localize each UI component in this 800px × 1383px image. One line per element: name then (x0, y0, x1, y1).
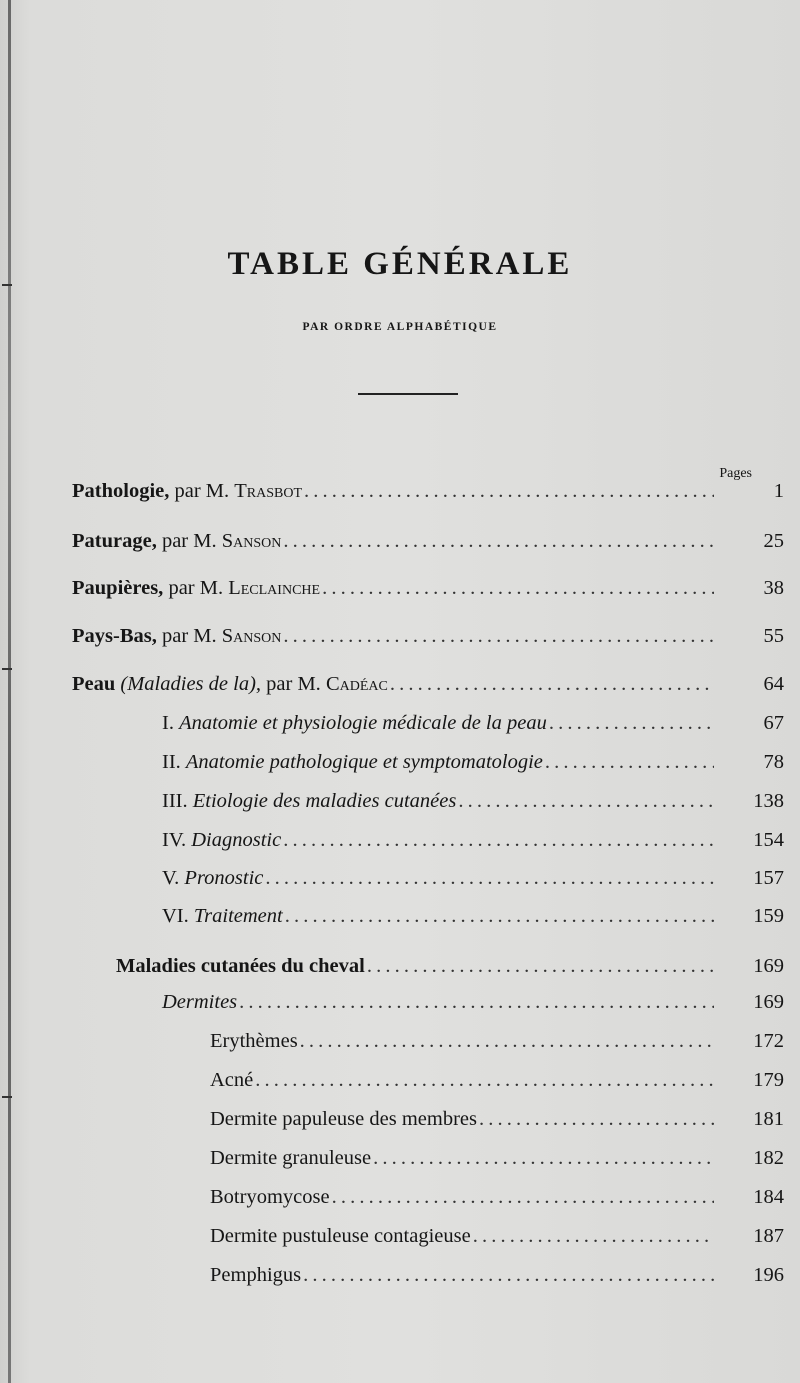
subsection-page: 169 (753, 991, 784, 1013)
leader-dots (322, 577, 714, 600)
item-label: Dermite papuleuse des membres (210, 1108, 477, 1130)
section-label: Maladies cutanées du cheval (116, 955, 365, 977)
leader-dots (367, 955, 714, 978)
toc-entry (0, 480, 800, 514)
leader-dots (304, 480, 714, 503)
entry-label: Pathologie, par M. Trasbot (72, 480, 303, 502)
leader-dots (255, 1069, 714, 1092)
entry-page: 64 (763, 673, 784, 695)
toc-chapter (0, 905, 800, 939)
leader-dots (390, 673, 714, 696)
entry-label: Paturage, par M. Sanson (72, 530, 282, 552)
leader-dots (545, 751, 714, 774)
leader-dots (283, 530, 714, 553)
leader-dots (265, 867, 714, 890)
toc-subsection (0, 991, 800, 1025)
toc-entry (0, 625, 800, 659)
toc-item (0, 1225, 800, 1259)
toc-item (0, 1108, 800, 1142)
leader-dots (332, 1186, 714, 1209)
chapter-label: V. Pronostic (162, 867, 264, 889)
toc-section (0, 955, 800, 989)
item-page: 184 (753, 1186, 784, 1208)
item-page: 181 (753, 1108, 784, 1130)
subsection-label: Dermites (162, 991, 238, 1013)
item-page: 187 (753, 1225, 784, 1247)
chapter-label: VI. Traitement (162, 905, 283, 927)
item-label: Acné (210, 1069, 254, 1091)
chapter-page: 157 (753, 867, 784, 889)
leader-dots (303, 1264, 714, 1287)
leader-dots (549, 712, 714, 735)
chapter-page: 159 (753, 905, 784, 927)
entry-page: 38 (763, 577, 784, 599)
toc-item (0, 1030, 800, 1064)
leader-dots (458, 790, 714, 813)
entry-label: Pays-Bas, par M. Sanson (72, 625, 282, 647)
entry-label: Paupières, par M. Leclainche (72, 577, 321, 599)
chapter-page: 138 (753, 790, 784, 812)
item-label: Dermite granuleuse (210, 1147, 372, 1169)
chapter-page: 78 (763, 751, 784, 773)
chapter-label: III. Etiologie des maladies cutanées (162, 790, 457, 812)
leader-dots (479, 1108, 714, 1131)
entry-label: Peau (Maladies de la), par M. Cadéac (72, 673, 388, 695)
margin-mark (2, 284, 12, 286)
chapter-label: IV. Diagnostic (162, 829, 282, 851)
toc-chapter (0, 712, 800, 746)
leader-dots (473, 1225, 714, 1248)
toc-chapter (0, 751, 800, 785)
item-page: 172 (753, 1030, 784, 1052)
leader-dots (283, 829, 714, 852)
leader-dots (285, 905, 714, 928)
item-label: Botryomycose (210, 1186, 330, 1208)
toc-item (0, 1186, 800, 1220)
item-page: 182 (753, 1147, 784, 1169)
chapter-label: II. Anatomie pathologique et symptomatologie (162, 751, 543, 773)
item-page: 196 (753, 1264, 784, 1286)
item-label: Erythèmes (210, 1030, 298, 1052)
margin-mark (2, 668, 12, 670)
toc-entry (0, 530, 800, 564)
item-page: 179 (753, 1069, 784, 1091)
leader-dots (373, 1147, 714, 1170)
leader-dots (300, 1030, 714, 1053)
item-label: Pemphigus (210, 1264, 302, 1286)
section-page: 169 (753, 955, 784, 977)
item-label: Dermite pustuleuse contagieuse (210, 1225, 471, 1247)
toc-chapter (0, 829, 800, 863)
leader-dots (239, 991, 714, 1014)
leader-dots (283, 625, 714, 648)
toc-item (0, 1264, 800, 1298)
page-subtitle: PAR ORDRE ALPHABÉTIQUE (302, 321, 498, 333)
toc-entry (0, 577, 800, 611)
page-title: TABLE GÉNÉRALE (227, 246, 573, 282)
chapter-label: I. Anatomie et physiologie médicale de la peau (162, 712, 547, 734)
toc-chapter (0, 790, 800, 824)
chapter-page: 67 (763, 712, 784, 734)
toc-item (0, 1147, 800, 1181)
entry-page: 55 (763, 625, 784, 647)
title-divider (358, 393, 458, 395)
chapter-page: 154 (753, 829, 784, 851)
toc-entry (0, 673, 800, 707)
pages-column-header: Pages (719, 466, 752, 481)
entry-page: 1 (773, 480, 784, 502)
toc-chapter (0, 867, 800, 901)
toc-item (0, 1069, 800, 1103)
entry-page: 25 (763, 530, 784, 552)
